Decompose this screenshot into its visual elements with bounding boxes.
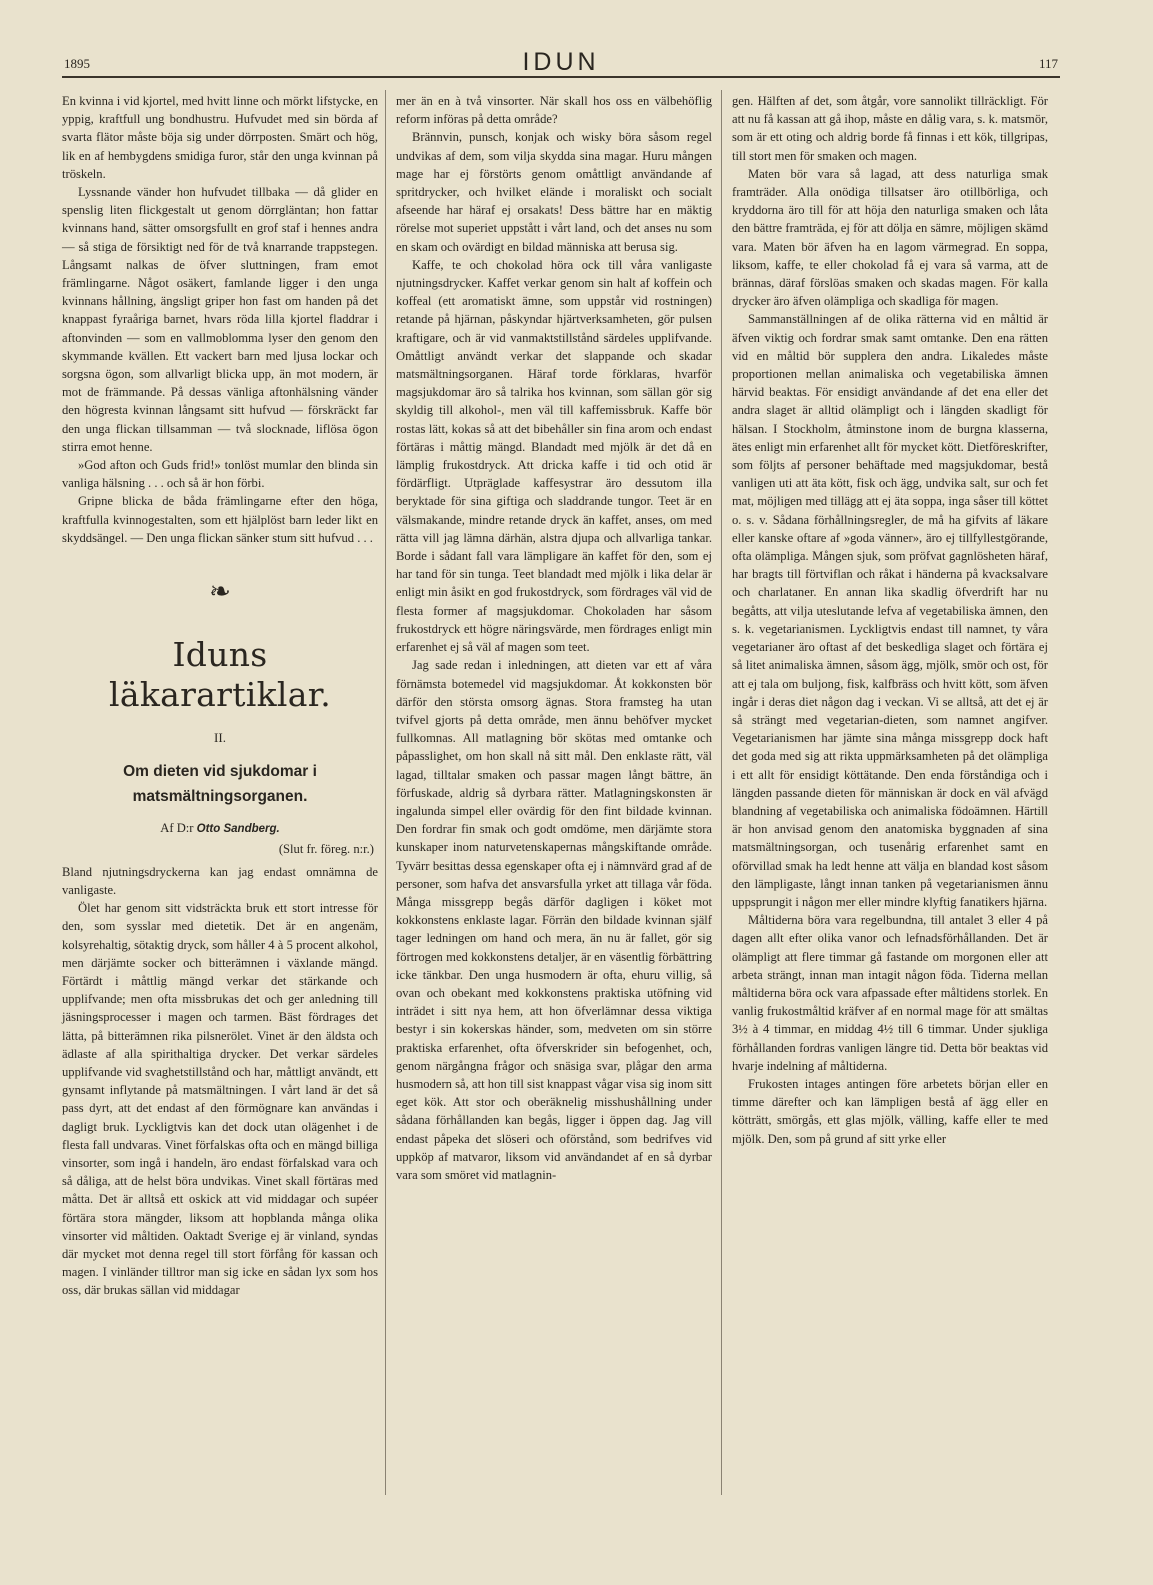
article-paragraph: gen. Hälften af det, som åtgår, vore sannolikt tillräckligt. För att nu få kassan att gå ihop, måste en dålig vara, s. k. matsmör, som är ett oting och aldrig borde få finnas i ett kök, tillgripas, till stort men för smaken och magen.: [732, 94, 1048, 163]
page-header: [62, 48, 1060, 78]
article-title: Iduns läkarartiklar.: [108, 635, 331, 715]
article-paragraph: Maten bör vara så lagad, att dess naturliga smak framträder. Alla onödiga tillsatser äro otillbörliga, och kryddorna äro till för att höja den naturliga smaken och låta den bättre framträda, ej för att dölja en sämre, möjligen skämd vara. Maten bör äfven ha en lagom värmegrad. En soppa, liksom, kaffe, te eller chokolad få ej vara så varma, att de brännas, däraf förslöas smaken och skadas magen. För kalla drycker äro äfven olämpliga och skadliga för magen.: [732, 166, 1048, 309]
article-paragraph: Kaffe, te och chokolad höra ock till våra vanligaste njutningsdrycker. Kaffet verkar genom sin halt af koffein och koffeal (ett aromatiskt ämne, som uppstår vid rostningen) retande på hjärnan, påskyndar hjärtverksamheten, gör pulsen kraftigare, och är vid vanmaktstillstånd särdeles upplifvande. Omåttligt användt verkar det slappande och skadar matsmältningsorganen. Häraf torde förklaras, hvarför magsjukdomar äro så talrika hos kvinnan, som sällan gör sig skyldig till alkohol-, men väl till kaffemissbruk. Kaffe bör rostas lätt, kokas så att det bibehåller sin fina arom och endast förtäras i måttig mängd. Blandadt med mjölk är det då en lämplig frukostdryck. Att dricka kaffe i tid och otid är fördärfligt. Utpräglade kaffesystrar äro dessutom illa beryktade för sina giftiga och sladdrande tungor. Teet är en välsmakande, mindre retande dryck än kaffet, anses, om med rätta vill jag lämna därhän, alstra djupa och allvarliga tankar. Borde i sådant fall vara lämpligare än kaffet för den, som ej har tand för sin tunga. Teet blandadt med mjölk i lika delar är enligt min åsikt en god frukostdryck, som fördrages väl vid de flesta former af magsjukdomar. Chokoladen har såsom frukostdryck ett högre näringsvärde, men fördrages enligt min erfarenhet ej så väl af magen som teet.: [396, 257, 712, 655]
article-number: II.: [214, 730, 226, 746]
article-paragraph: Ölet har genom sitt vidsträckta bruk ett stort intresse för den, som sysslar med dietetik. Det är en angenäm, kolsyrehaltig, sötaktig dryck, som håller 4 à 5 procent alkohol, men därjämte socker och bitterämnen i växlande mängd. Förtärdt i måttlig mängd verkar det stärkande och upplifvande; men ofta missbrukas det och ger anledning till jäsningsprocesser i magen och tarmen. Bäst fördrages det lätta, på bitterämnen rika pilsnerölet. Vinet är den äldsta och ädlaste af alla spirithaltiga drycker. Det verkar särdeles upplifvande vid svaghetstillstånd och har, måttligt användt, ett gynsamt inflytande på matsmältningen. I vårt land är det så pass dyrt, att det endast af den förmögnare kan användas i dagligt bruk. Lyckligtvis kan det dock utan olägenhet i de flesta fall undvaras. Vinet förfalskas ofta och en mängd billiga vinsorter, som ingå i handeln, äro endast förfalskad vara och så dåliga, att de helst böra undvikas. Vinet skall förtäras med måtta. Det är alltså ett oskick att vid middagar och supéer förtära stora mängder, liksom att hopblanda många olika vinsorter vid måltiden. Oaktadt Sverige ej är vinland, syndas där mycket mot denna regel till stort förfång för kassan och magen. I vinländer tilltror man sig icke en sådan lyx som hos oss, där brukas sällan vid middagar: [62, 901, 378, 1298]
column-3: [732, 92, 1048, 1148]
column-rule-1: [385, 90, 386, 1495]
masthead-title: IDUN: [522, 48, 600, 76]
article-subtitle: Om dieten vid sjukdomar i matsmältningsorganen.: [123, 763, 317, 806]
article-paragraph: mer än en à två vinsorter. När skall hos oss en välbehöflig reform införas på detta område?: [396, 94, 712, 127]
article-paragraph: Frukosten intages antingen före arbetets början eller en timme därefter och kan lämpligen bestå af ägg eller en kötträtt, smörgås, ett glas mjölk, välling, kaffe eller te med mjölk. Den, som på grund af sitt yrke eller: [732, 1076, 1048, 1146]
article-paragraph: Jag sade redan i inledningen, att dieten var ett af våra förnämsta botemedel vid magsjukdomar. Åt kokkonsten bör därför den största omsorg ägnas. Stora framsteg ha utan tvifvel gjorts på detta område, men ännu behöfver mycket fullkomnas. All matlagning bör skötas med omtanke och påpasslighet, om hon skall nå sitt mål. Den enklaste rätt, väl lagad, tilltalar smaken och passar magen långt bättre, än förfuskade, aldrig så dyrbara rätter. Matlagningskonsten är ingalunda simpel eller ovärdig för den fint bildade kvinnan. Den fordrar fin smak och godt omdöme, men därjämte stora kunskaper inom naturvetenskapernas mångskiftande område. Tyvärr besittas dessa egenskaper ofta ej i nämnvärd grad af de personer, som hafva det ansvarsfulla yrket att tillaga vår föda. Många missgrepp begås därför dagligen i köket mot kokkonstens enklaste lagar. Förrän den bildade kvinnan själf tager ledningen om hand och mera, än nu är fallet, gör sig förtrogen med kokkonstens detaljer, är en väsentlig förbättring icke tänkbar. Den unga husmodern är ofta, ehuru villig, så ovan och obekant med kokkonstens praktiska utöfning vid inträdet i sitt nya hem, att hon öfverlämnar dessa viktiga bestyr i sin kokerskas händer, som, medveten om sin större praktiska erfarenhet, ofta öfverskrider sin befogenhet, och, genom närgångna frågor och snäsiga svar, plågar den arma husmodern så, att hon till sist knappast vågar visa sig inom sitt eget kök. Att stor och oberäknelig misshushållning under sådana förhållanden kan begås, ligger i öppen dag. Jag vill endast påpeka det slöseri och oförstånd, som bedrifves vid uppköp af matvaror, liksom vid användandet af en så dyrbar vara som smöret vid matlagnin-: [396, 658, 712, 1182]
article-paragraph: Sammanställningen af de olika rätterna vid en måltid är äfven viktig och fordrar smak samt omtanke. Den ena rätten vid en måltid bör supplera den andra. Likaledes måste proportionen mellan animaliska och vegetabiliska ämnen härvid beaktas. För ensidigt användande af det ena eller det andra slaget är alltid olämpligt och i längden skadligt för hälsan. I Stockholm, åtminstone inom de burgna klasserna, ätes enligt min erfarenhet allt för mycket kött. Dietföreskrifter, som följts af personer behäftade med magsjukdomar, bestå vanligen uti att äta kött, fisk och ägg, undvika salt, sur och fet mat, möjligen med tillägg att ej äta soppa, inga såser till köttet o. s. v. Sådana förhållningsregler, de må ha gifvits af läkare eller kanske oftare af »goda vänner», äro ej tillfyllestgörande, ofta olämpliga. Mången sjuk, som pröfvat gagnlösheten häraf, har bragts till förtviflan och råkat i händerna på kvacksalvare och charlataner. En annan lika skadlig öfverdrift har nu begåtts, att vilja uteslutande lefva af vegetabiliska ämnen, den s. k. vegetarianismen. Lyckligtvis endast till namnet, ty våra vegetarianer äro oftast af det beskedliga slaget och förtära ej så litet animaliska ämnen, såsom ägg, mjölk, smör och ost, för att ej tala om buljong, fisk, kalfbräss och hvitt kött, som äfven ingår i deras diet någon dag i veckan. Vi se alltså, att det ej är så strängt med vegetarian-dieten, som namnet angifver. Vegetarianismen har jämte sina många missgrepp dock haft det goda med sig att rikta uppmärksamheten på det olämpliga i ett allt för ensidigt köttätande. Den enda förståndiga och i längden passande dieten för människan är dock en väl afvägd blandning af vegetabiliska och animaliska födoämnen. Härtill är hon anvisad genom den anatomiska byggnaden af sina matsmältningsorgan, och tusenårig erfarenhet samt en oförvillad smak ha ledt henne att välja en blandad kost såsom den lämpligaste, långt innan tanken på vegetarianismen ännu uppsprungit i någon mer eller mindre klyftig fanatikers hjärna.: [732, 312, 1048, 909]
continued-note: (Slut fr. föreg. n:r.): [278, 842, 374, 857]
byline-author: Otto Sandberg.: [196, 823, 280, 836]
article-paragraph: Måltiderna böra vara regelbundna, till antalet 3 eller 4 på dagen allt efter olika vanor och lefnadsförhållanden. Det är olämpligt att flere timmar gå fastande om morgonen eller att arbeta strängt, innan man intagit någon föda. Tiderna mellan måltiderna böra ock vara afpassade efter måltidens storlek. En vanlig frukostmåltid kräfver af en normal mage för att smältas 3½ à 4 timmar, en middag 4½ till 6 timmar. Under sjukliga förhållanden fordras vanligen längre tid. Detta bör beaktas vid hvarje indelning af måltiderna.: [732, 913, 1048, 1073]
article-paragraph: Bland njutningsdryckerna kan jag endast omnämna de vanligaste.: [62, 864, 378, 897]
article-paragraph: Brännvin, punsch, konjak och wisky böra såsom regel undvikas af dem, som vilja skydda sina magar. Huru mången mage har ej förstörts genom omåttligt användande af spritdrycker, och hvilket elände i moraliskt och socialt afseende har häraf ej orsakats! Dess bättre har en mäktig rörelse mot superiet uppstått i vårt land, och det anses nu som en skam och ovärdigt en bildad människa att berusa sig.: [396, 130, 712, 254]
column-rule-2: [721, 90, 722, 1495]
column-1: [62, 92, 378, 1300]
story-paragraph: En kvinna i vid kjortel, med hvitt linne och mörkt lifstycke, en yppig, kraftfull ung bondhustru. Hufvudet med sin börda af svarta flätor måste böja sig under dörrposten. Smärt och hög, lik en af hembygdens smidiga furor, står den unga kvinnan på tröskeln.: [62, 94, 378, 181]
header-year: 1895: [64, 56, 90, 71]
byline-prefix: Af D:r: [160, 821, 194, 836]
story-paragraph: Lyssnande vänder hon hufvudet tillbaka — då glider en spenslig liten flickgestalt ut genom dörrgläntan; hon fattar kvinnans hand, sätter omsorgsfullt en grof staf i hennes andra — så stiga de försiktigt ned för de två knarrande trappstegen. Långsamt nalkas de öfver sluttningen, fram emot främlingarne. Något osäkert, famlande ligger i den unga kvinnans hållning, ängsligt griper hon fast om handen på det knappast fyraåriga barnet, hvars röda lilla kjortel fladdrar i aftonvinden — som en vallmoblomma lyser den genom den skymmande kvällen. Ett vackert barn med ljusa lockar och sorgsna ögon, som allvarligt blicka upp, än mot modern, är mot de främmande. På dessas vänliga aftonhälsning vänder den högresta kvinnan långsamt sitt hufvud — förskräckt far den unga flickan tillsamman — två slocknade, liflösa ögon stirra emot henne.: [62, 185, 378, 454]
floral-ornament-icon: ❧: [209, 577, 231, 607]
story-paragraph: »God afton och Guds frid!» tonlöst mumlar den blinda sin vanliga hälsning . . . och så är hon förbi.: [62, 458, 378, 491]
column-2: [396, 92, 712, 1184]
page-number: 117: [1038, 56, 1058, 71]
story-paragraph: Gripne blicka de båda främlingarne efter den höga, kraftfulla kvinnogestalten, som ett hjälplöst barn leder likt en skyddsängel. — Den unga flickan sänker stum sitt hufvud . . .: [62, 494, 378, 545]
article-byline: [62, 819, 378, 838]
